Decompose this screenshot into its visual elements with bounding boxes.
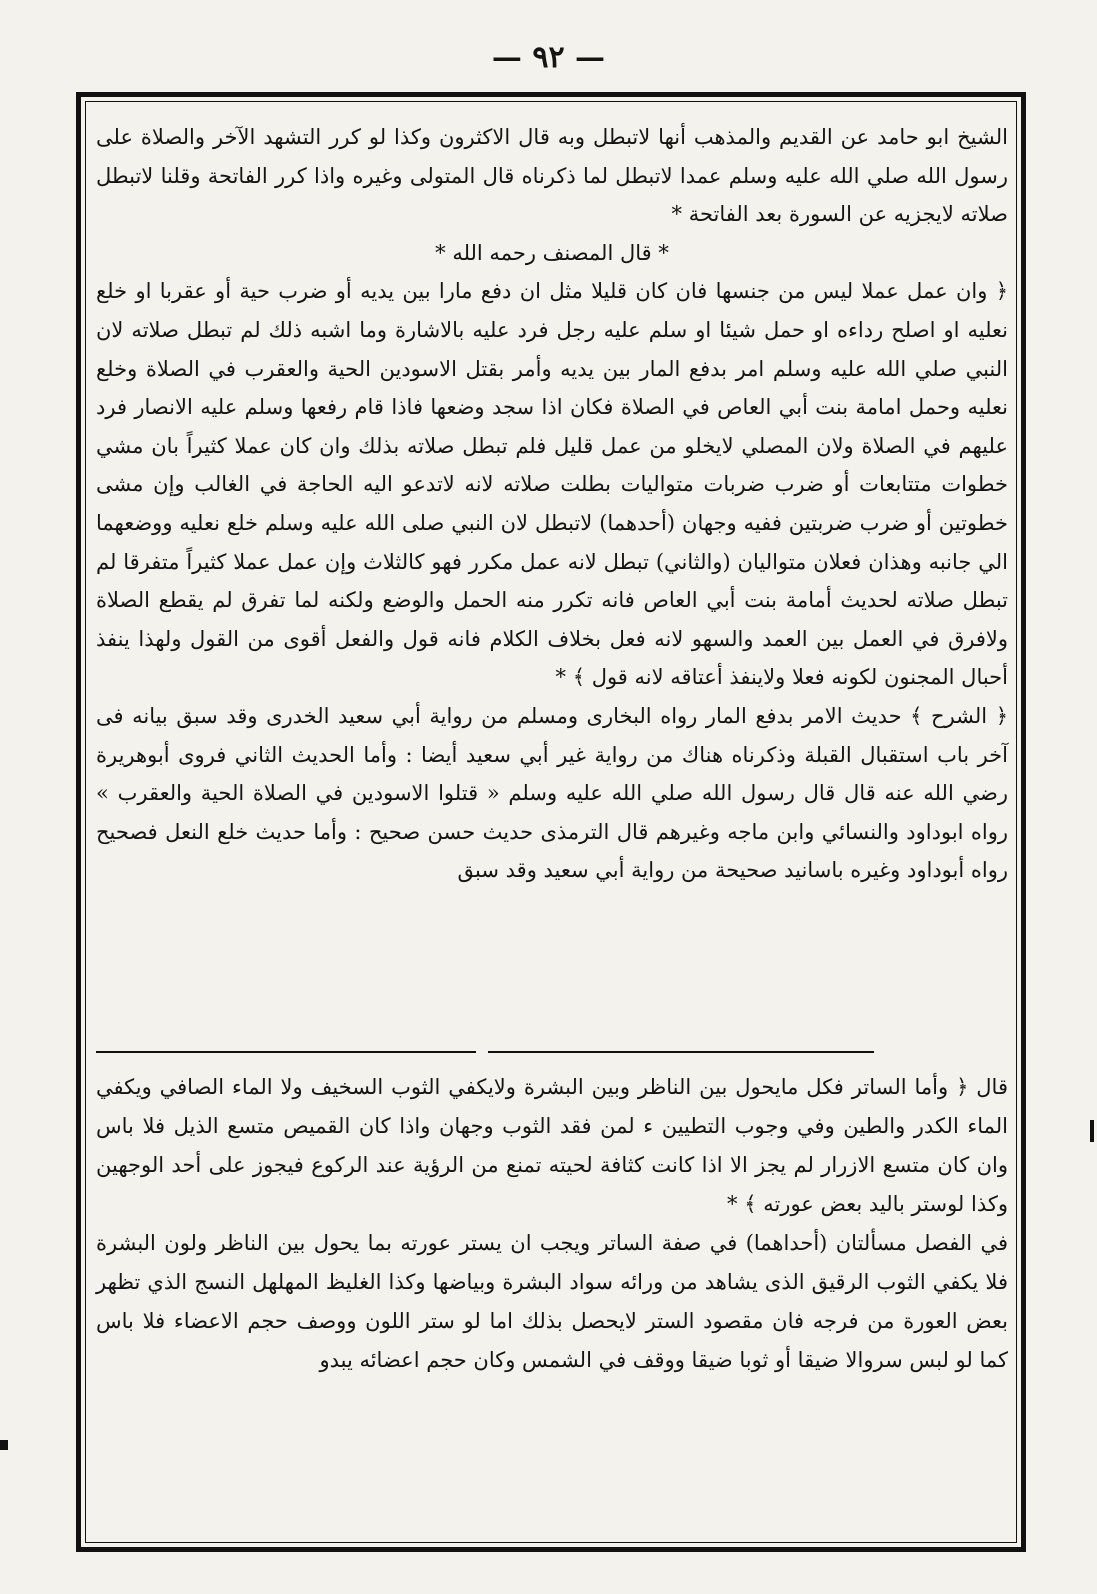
sharh-paragraph: ﴿ الشرح ﴾ حديث الامر بدفع المار رواه البخارى ومسلم من رواية أبي سعيد الخدرى وقد سبق بيانه فى آخر باب استقبال القبلة وذكرناه هناك من رواية غير أبي سعيد أيضا : وأما الحديث الثاني فروى أبوهريرة رضي الله عنه قال قال رسول الله صلي الله عليه وسلم « قتلوا الاسودين في الصلاة الحية والعقرب » رواه ابوداود والنسائي وابن ماجه وغيرهم قال الترمذى حديث حسن صحيح : وأما حديث خلع النعل فصحيح رواه أبوداود وغيره باسانيد صحيحة من رواية أبي سعيد وقد سبق <box>96 703 1008 883</box>
author-heading: * قال المصنف رحمه الله * <box>435 240 669 265</box>
upper-text-block <box>96 118 1008 890</box>
matn-paragraph-lower: قال ﴿ وأما الساتر فكل مايحول بين الناظر وبين البشرة ولايكفي الثوب السخيف ولا الماء الصافي ويكفي الماء الكدر والطين وفي وجوب التطيين ء لمن فقد الثوب وجهان واذا كان القميص متسع الذيل فلا باس وان كان متسع الازرار لم يجز الا اذا كانت كثافة لحيته تمنع من الرؤية عند الركوع فيجوز على أحد الوجهين وكذا لوستر باليد بعض عورته ﴾ * <box>96 1075 1008 1216</box>
matn-paragraph: ﴿ وان عمل عملا ليس من جنسها فان كان قليلا مثل ان دفع مارا بين يديه أو ضرب حية أو عقربا او خلع نعليه او اصلح رداءه او حمل شيئا او سلم عليه رجل فرد عليه بالاشارة وما اشبه ذلك لم تبطل صلاته لان النبي صلي الله عليه وسلم امر بدفع المار بين يديه وأمر بقتل الاسودين الحية والعقرب في الصلاة وخلع نعليه وحمل امامة بنت أبي العاص في الصلاة فكان اذا سجد وضعها فاذا قام رفعها وسلم عليه الانصار فرد عليهم في الصلاة ولان المصلي لايخلو من عمل قليل فلم تبطل صلاته بذلك وان كان عملا كثيراً بان مشي خطوات متتابعات أو ضرب ضربات متواليات بطلت صلاته لانه لاتدعو اليه الحاجة في الغالب وإن مشى خطوتين أو ضرب ضربتين ففيه وجهان (أحدهما) لاتبطل لان النبي صلى الله عليه وسلم خلع نعليه ووضعهما الي جانبه وهذان فعلان متواليان (والثاني) تبطل لانه عمل مكرر فهو كالثلاث وإن عمل عملا كثيراً متفرقا لم تبطل صلاته لحديث أمامة بنت أبي العاص فانه تكرر منه الحمل والوضع ولكنه لما تفرق لم يقطع الصلاة ولافرق في العمل بين العمد والسهو لانه فعل بخلاف الكلام فانه قول والفعل أقوى من القول ولهذا ينفذ أحبال المجنون لكونه فعلا ولاينفذ أعتاقه لانه قول ﴾ * <box>96 279 1008 690</box>
scan-edge-mark <box>0 1440 8 1450</box>
commentary-paragraph-lower: في الفصل مسألتان (أحداهما) في صفة الساتر ويجب ان يستر عورته بما يحول بين الناظر ولون البشرة فلا يكفي الثوب الرقيق الذى يشاهد من ورائه سواد البشرة وبياضها وكذا الغليظ المهلهل النسج الذي تظهر بعض العورة من فرجه فان مقصود الستر لايحصل بذلك اما لو ستر اللون ووصف حجم الاعضاء فلا باس كما لو لبس سروالا ضيقا أو ثوبا ضيقا ووقف في الشمس وكان حجم اعضائه يبدو <box>96 1231 1008 1372</box>
page-number: — ٩٢ — <box>491 40 606 75</box>
section-divider-right <box>488 1051 874 1053</box>
section-divider-left <box>96 1051 476 1053</box>
commentary-paragraph: الشيخ ابو حامد عن القديم والمذهب أنها لاتبطل وبه قال الاكثرون وكذا لو كرر التشهد الآخر والصلاة على رسول الله صلي الله عليه وسلم عمدا لاتبطل لما ذكرناه قال المتولى وغيره واذا كرر الفاتحة وقلنا لاتبطل صلاته لايجزيه عن السورة بعد الفاتحة * <box>96 125 1008 227</box>
scan-edge-mark <box>1090 1120 1094 1142</box>
lower-text-block <box>96 1068 1008 1380</box>
